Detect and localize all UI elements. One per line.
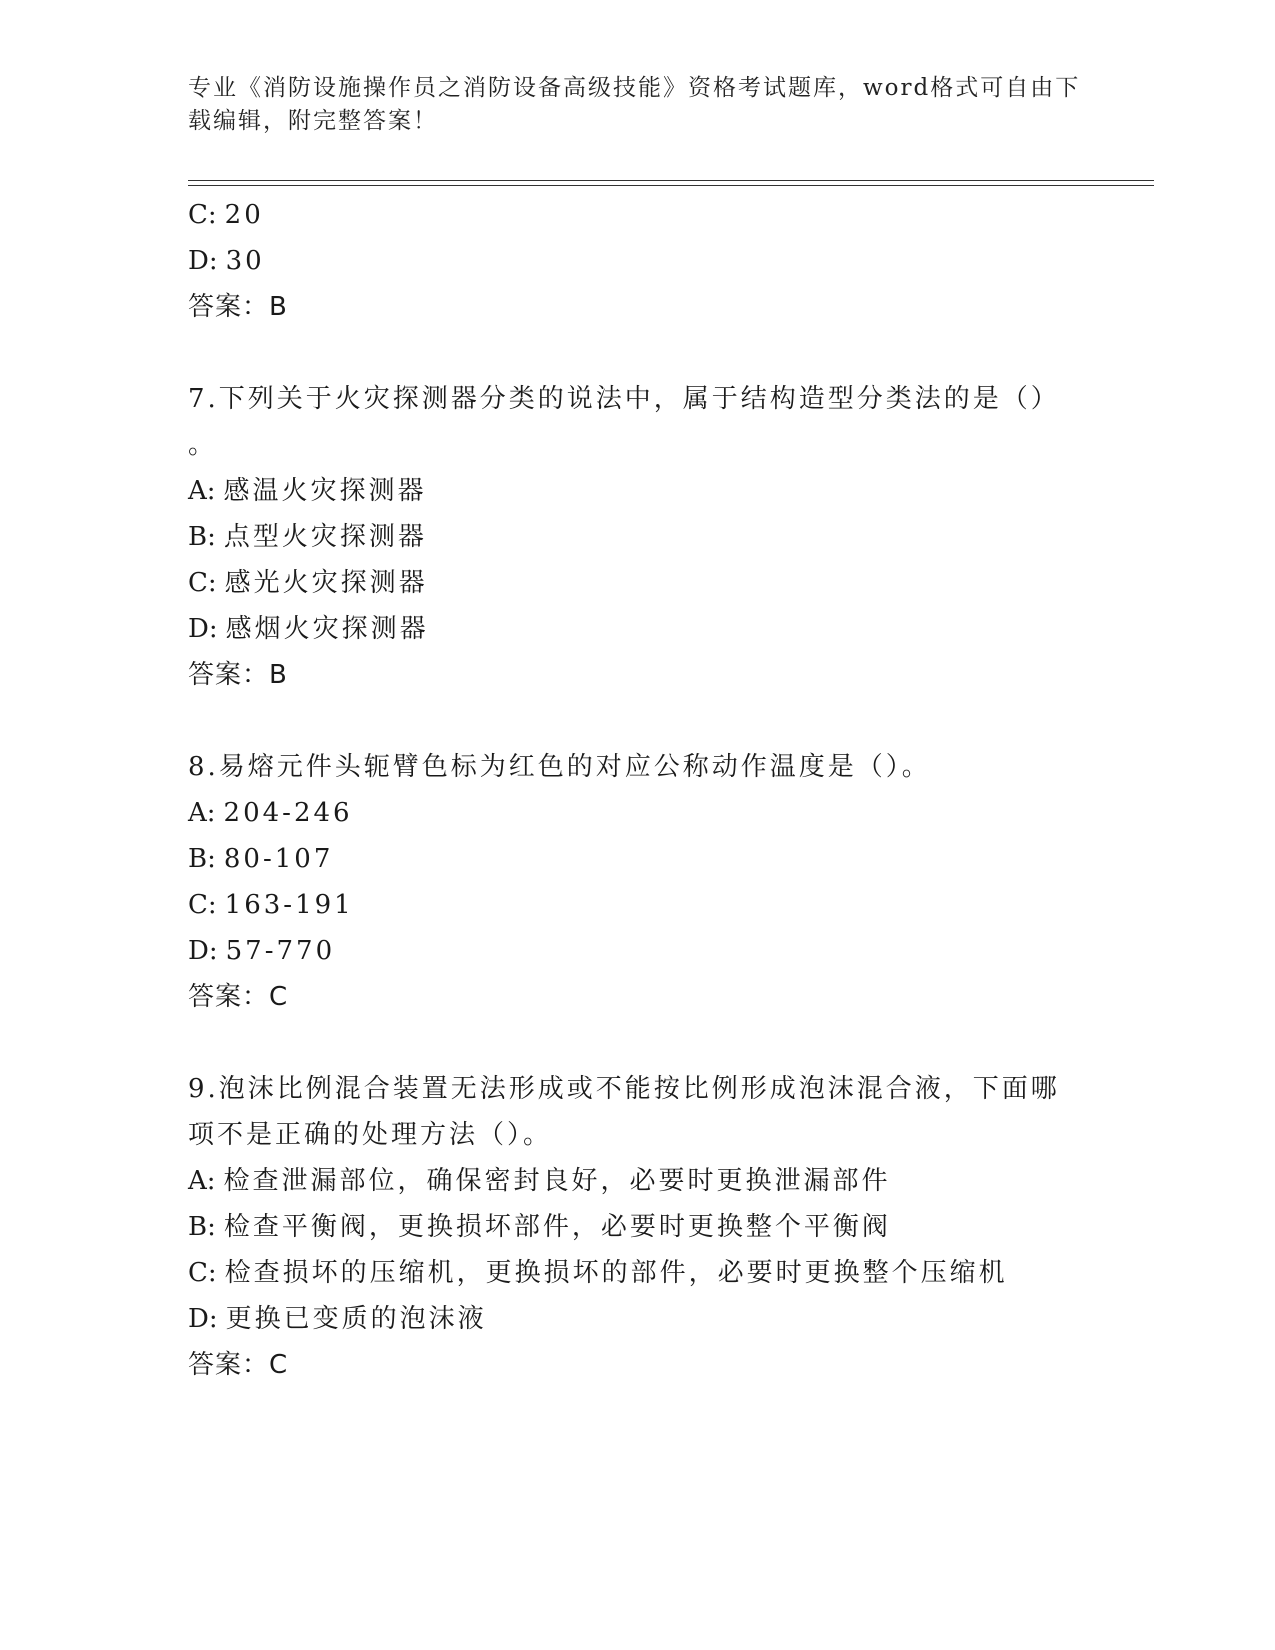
q8-option-d <box>188 928 1088 974</box>
option-prefix: D: <box>188 614 218 644</box>
header-line-1: 专业《消防设施操作员之消防设备高级技能》资格考试题库，word格式可自由下 <box>188 75 1081 101</box>
spacer <box>188 330 1088 376</box>
q7-option-a <box>188 468 1088 514</box>
option-prefix: D: <box>188 936 218 966</box>
option-text: 20 <box>224 200 264 230</box>
q6-option-d <box>188 238 1088 284</box>
q8-option-c <box>188 882 1088 928</box>
option-text: 80-107 <box>223 844 334 874</box>
option-text: 感光火灾探测器 <box>224 568 428 598</box>
q9-option-b <box>188 1204 1088 1250</box>
q7-stem-line-2: 。 <box>188 430 218 460</box>
option-text: 204-246 <box>223 798 353 828</box>
document-header <box>188 72 1088 138</box>
q9-stem-line-2: 项不是正确的处理方法（）。 <box>188 1120 553 1150</box>
option-text: 检查损坏的压缩机，更换损坏的部件，必要时更换整个压缩机 <box>224 1258 1008 1288</box>
option-prefix: C: <box>188 890 217 920</box>
q9-option-a <box>188 1158 1088 1204</box>
q8-answer: 答案：C <box>188 982 289 1012</box>
option-prefix: C: <box>188 568 217 598</box>
q8-option-a <box>188 790 1088 836</box>
q7-answer: 答案：B <box>188 660 288 690</box>
option-text: 更换已变质的泡沫液 <box>225 1304 487 1334</box>
header-rule-bottom <box>188 185 1154 186</box>
option-prefix: D: <box>188 1304 218 1334</box>
option-prefix: A: <box>188 1166 216 1196</box>
option-text: 57-770 <box>225 936 336 966</box>
q6-answer: 答案：B <box>188 292 288 322</box>
q7-option-d <box>188 606 1088 652</box>
option-prefix: B: <box>188 522 216 552</box>
question-content <box>188 192 1088 1388</box>
q7-option-b <box>188 514 1088 560</box>
option-prefix: C: <box>188 200 217 230</box>
option-prefix: B: <box>188 1212 216 1242</box>
header-line-2: 载编辑，附完整答案！ <box>188 108 438 134</box>
option-text: 检查平衡阀，更换损坏部件，必要时更换整个平衡阀 <box>223 1212 891 1242</box>
q7-stem-line-1: 7.下列关于火灾探测器分类的说法中，属于结构造型分类法的是（） <box>188 384 1060 414</box>
q9-answer: 答案：C <box>188 1350 289 1380</box>
q7-option-c <box>188 560 1088 606</box>
spacer <box>188 698 1088 744</box>
spacer <box>188 1020 1088 1066</box>
option-text: 检查泄漏部位，确保密封良好，必要时更换泄漏部件 <box>223 1166 891 1196</box>
header-rule-top <box>188 180 1154 181</box>
option-prefix: A: <box>188 798 216 828</box>
q6-option-c <box>188 192 1088 238</box>
option-prefix: A: <box>188 476 216 506</box>
q9-option-d <box>188 1296 1088 1342</box>
q8-option-b <box>188 836 1088 882</box>
q8-stem: 8.易熔元件头轭臂色标为红色的对应公称动作温度是（）。 <box>188 752 931 782</box>
option-text: 点型火灾探测器 <box>223 522 427 552</box>
option-prefix: C: <box>188 1258 217 1288</box>
q9-stem-line-1: 9.泡沫比例混合装置无法形成或不能按比例形成泡沫混合液，下面哪 <box>188 1074 1060 1104</box>
option-prefix: D: <box>188 246 218 276</box>
option-prefix: B: <box>188 844 216 874</box>
option-text: 30 <box>225 246 265 276</box>
option-text: 感温火灾探测器 <box>223 476 427 506</box>
option-text: 163-191 <box>224 890 354 920</box>
q9-option-c <box>188 1250 1088 1296</box>
option-text: 感烟火灾探测器 <box>225 614 429 644</box>
